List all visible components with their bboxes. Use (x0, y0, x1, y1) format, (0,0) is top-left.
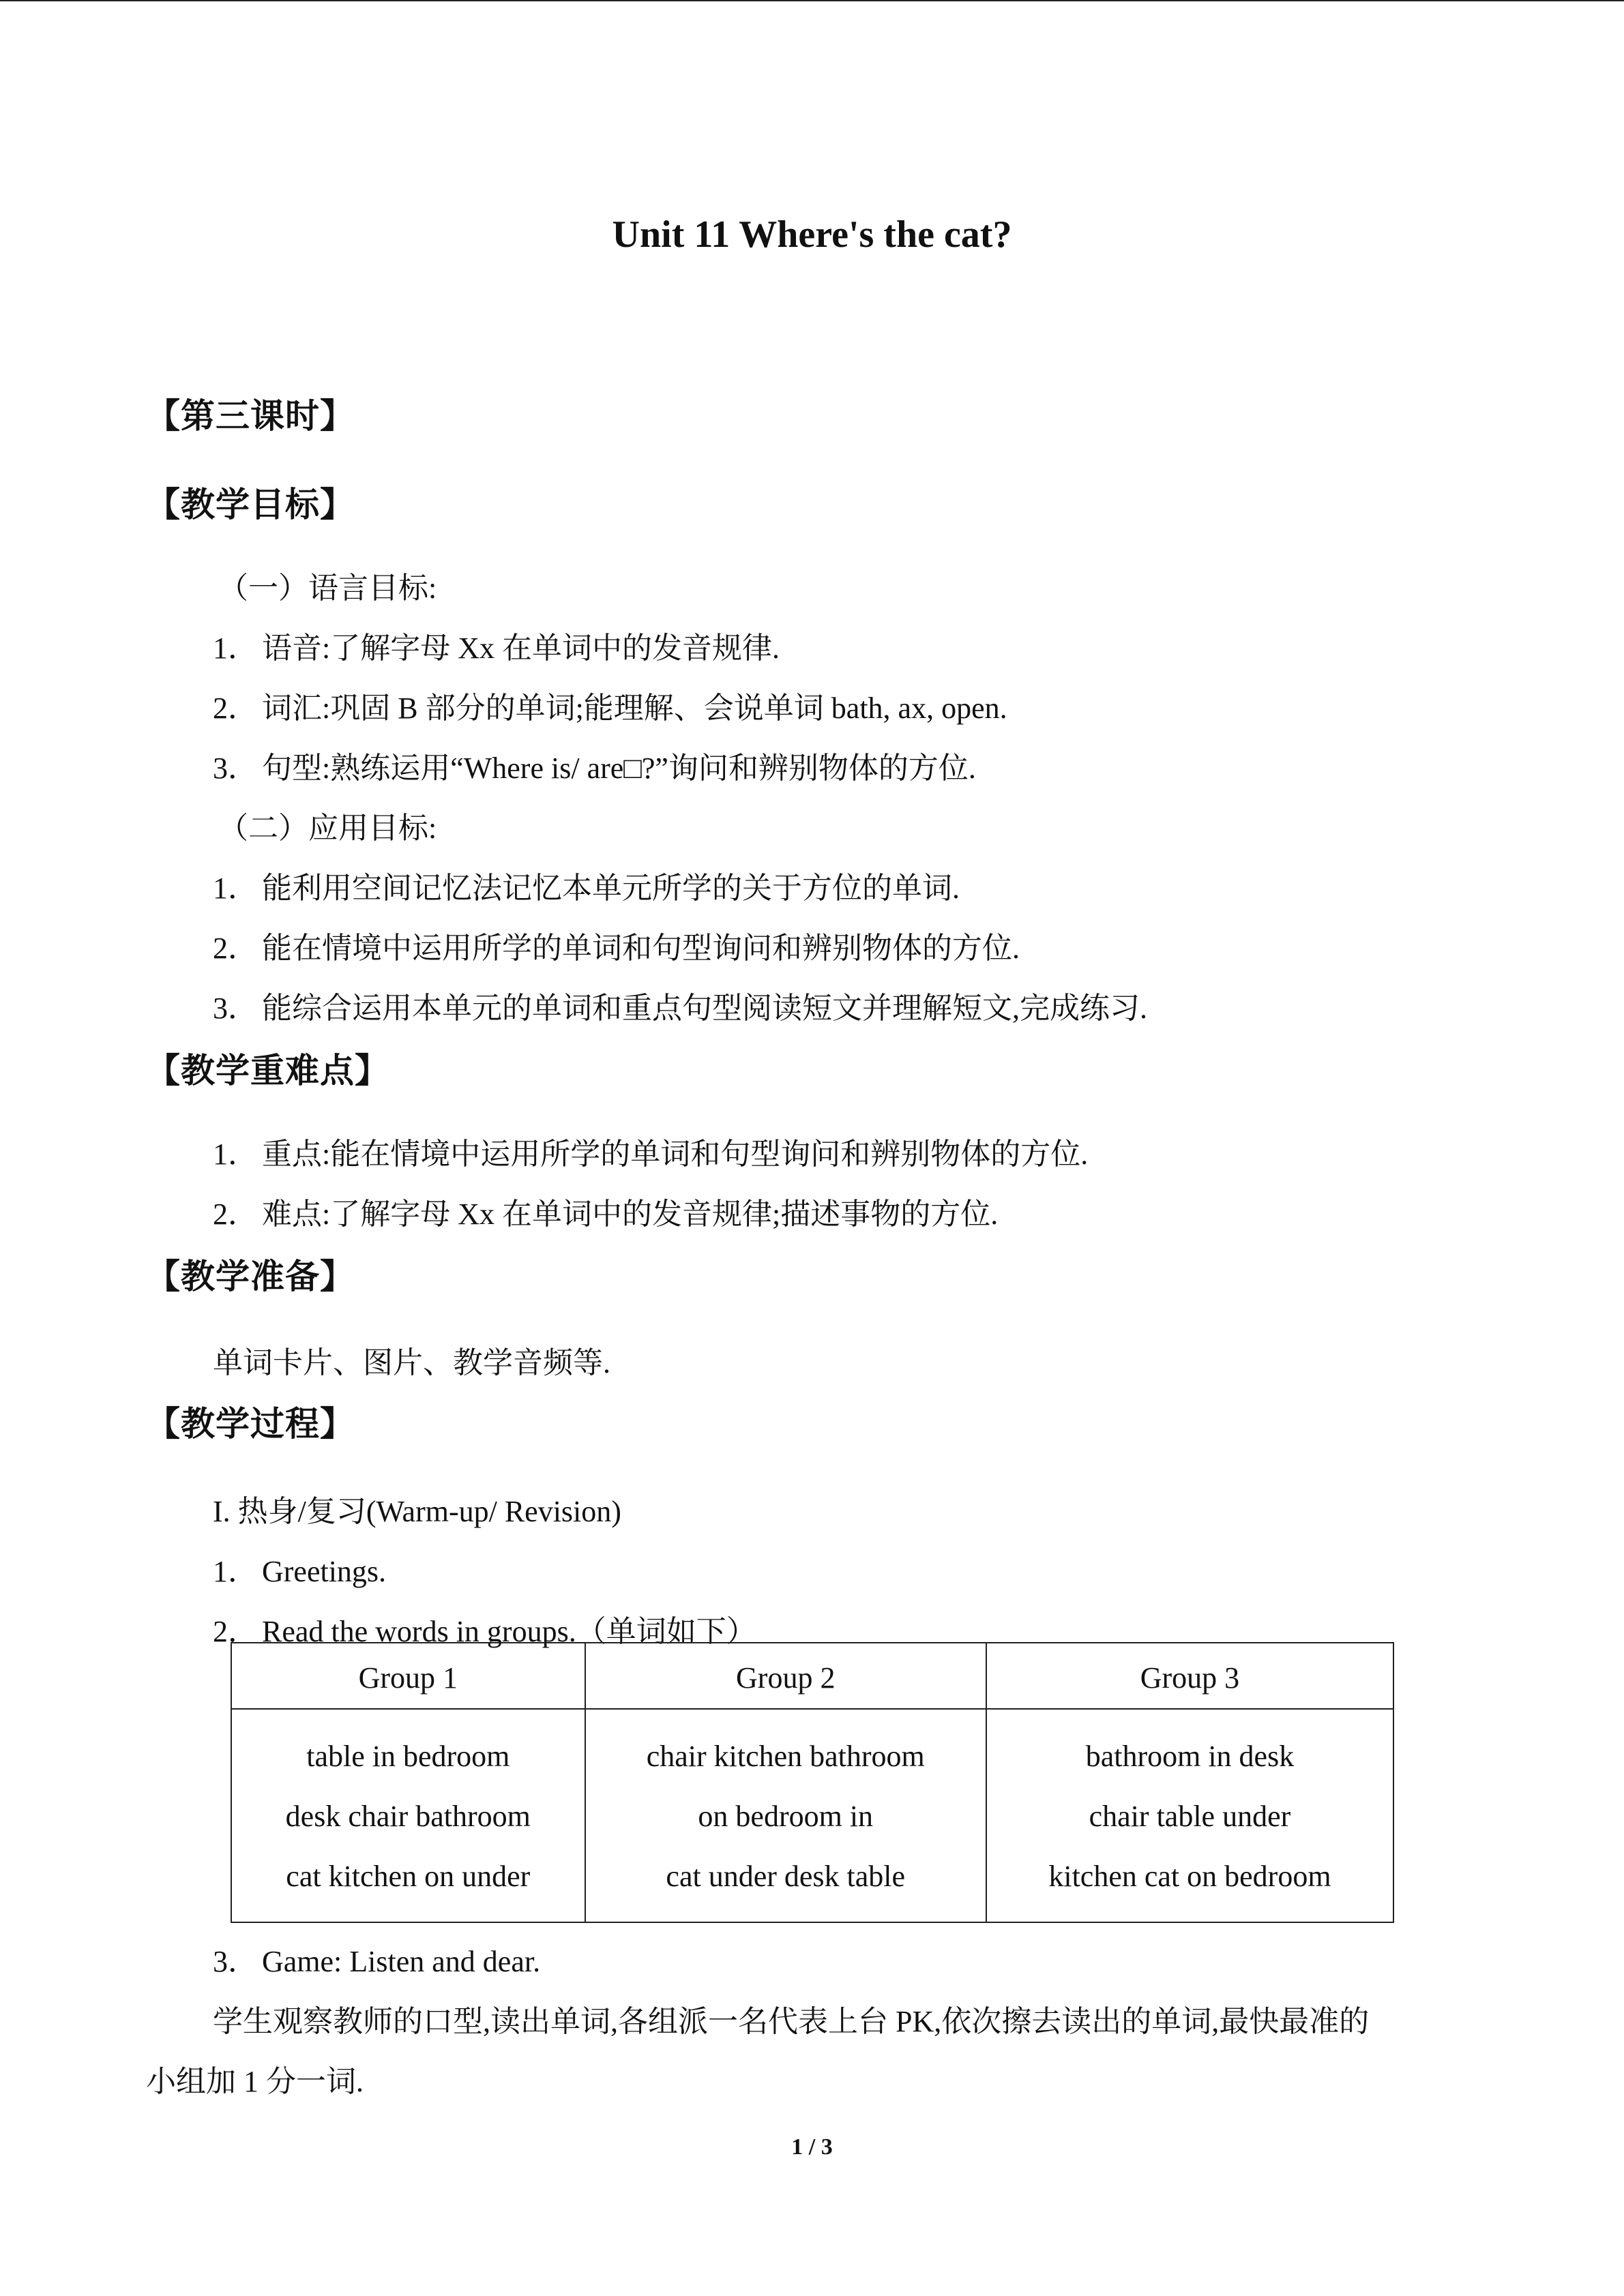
key-point-item (213, 1189, 998, 1233)
word-groups-table (231, 1642, 1394, 1923)
word-line: cat kitchen on under (286, 1860, 531, 1893)
language-objective-item (213, 623, 780, 667)
word-line: chair kitchen bathroom (646, 1740, 925, 1773)
key-point-item (213, 1129, 1088, 1173)
table-cell (231, 1709, 585, 1922)
item-text: Game: Listen and dear. (262, 1945, 541, 1978)
item-text: 语音:了解字母 Xx 在单词中的发音规律. (262, 631, 780, 665)
word-line: bathroom in desk (1085, 1740, 1295, 1773)
item-number: 1． (213, 1137, 258, 1171)
item-text: 能综合运用本单元的单词和重点句型阅读短文并理解短文,完成练习. (262, 992, 1147, 1025)
process-item (213, 1547, 386, 1590)
item-number: 2． (213, 1615, 258, 1648)
preparation-text: 单词卡片、图片、教学音频等. (213, 1346, 610, 1380)
word-line: table in bedroom (306, 1740, 510, 1773)
item-number: 2． (213, 931, 258, 965)
item-number: 1． (213, 1555, 258, 1588)
section-preparation: 【教学准备】 (146, 1257, 355, 1296)
table-cell (585, 1709, 986, 1922)
item-number: 2． (213, 1197, 258, 1231)
table-cell (986, 1709, 1393, 1922)
item-number: 2． (213, 691, 258, 725)
page-title: Unit 11 Where's the cat? (612, 213, 1012, 256)
page-indicator: 1 / 3 (791, 2134, 833, 2160)
section-lesson: 【第三课时】 (146, 396, 355, 436)
application-objective-item (213, 983, 1147, 1027)
table-header-cell: Group 2 (585, 1643, 986, 1709)
section-process: 【教学过程】 (146, 1404, 355, 1444)
item-text: Greetings. (262, 1555, 387, 1588)
word-line: chair table under (1089, 1800, 1291, 1833)
item-number: 1． (213, 871, 258, 905)
table-row (231, 1709, 1393, 1922)
table-header-row (231, 1643, 1393, 1709)
item-text: 难点:了解字母 Xx 在单词中的发音规律;描述事物的方位. (262, 1197, 999, 1231)
section-key-points: 【教学重难点】 (146, 1051, 389, 1090)
item-number: 3． (213, 992, 258, 1025)
application-objective-item (213, 923, 1020, 967)
item-text: 词汇:巩固 B 部分的单词;能理解、会说单词 bath, ax, open. (262, 691, 1007, 725)
application-objectives-heading: （二）应用目标: (218, 811, 437, 845)
process-item (213, 1937, 540, 1980)
game-description-line: 学生观察教师的口型,读出单词,各组派一名代表上台 PK,依次擦去读出的单词,最快最准的 (213, 2005, 1370, 2038)
item-text: 句型:熟练运用“Where is/ are□?”询问和辨别物体的方位. (262, 751, 976, 785)
item-text: Read the words in groups.（单词如下） (262, 1615, 756, 1648)
page-top-border (0, 0, 1624, 1)
word-line: cat under desk table (666, 1860, 906, 1893)
game-description-line: 小组加 1 分一词. (146, 2065, 364, 2098)
item-text: 能在情境中运用所学的单词和句型询问和辨别物体的方位. (262, 931, 1020, 965)
section-objectives: 【教学目标】 (146, 485, 355, 524)
item-number: 1． (213, 631, 258, 665)
language-objective-item (213, 683, 1007, 727)
word-line: on bedroom in (698, 1800, 874, 1833)
application-objective-item (213, 863, 960, 907)
language-objective-item (213, 743, 976, 787)
table-header-cell: Group 3 (986, 1643, 1393, 1709)
table-header-cell: Group 1 (231, 1643, 585, 1709)
word-line: desk chair bathroom (285, 1800, 531, 1833)
word-line: kitchen cat on bedroom (1048, 1860, 1331, 1893)
item-number: 3． (213, 751, 258, 785)
item-text: 能利用空间记忆法记忆本单元所学的关于方位的单词. (262, 871, 960, 905)
language-objectives-heading: （一）语言目标: (218, 571, 437, 605)
warm-up-heading: I. 热身/复习(Warm-up/ Revision) (213, 1495, 621, 1528)
item-text: 重点:能在情境中运用所学的单词和句型询问和辨别物体的方位. (262, 1137, 1089, 1171)
item-number: 3． (213, 1945, 258, 1978)
